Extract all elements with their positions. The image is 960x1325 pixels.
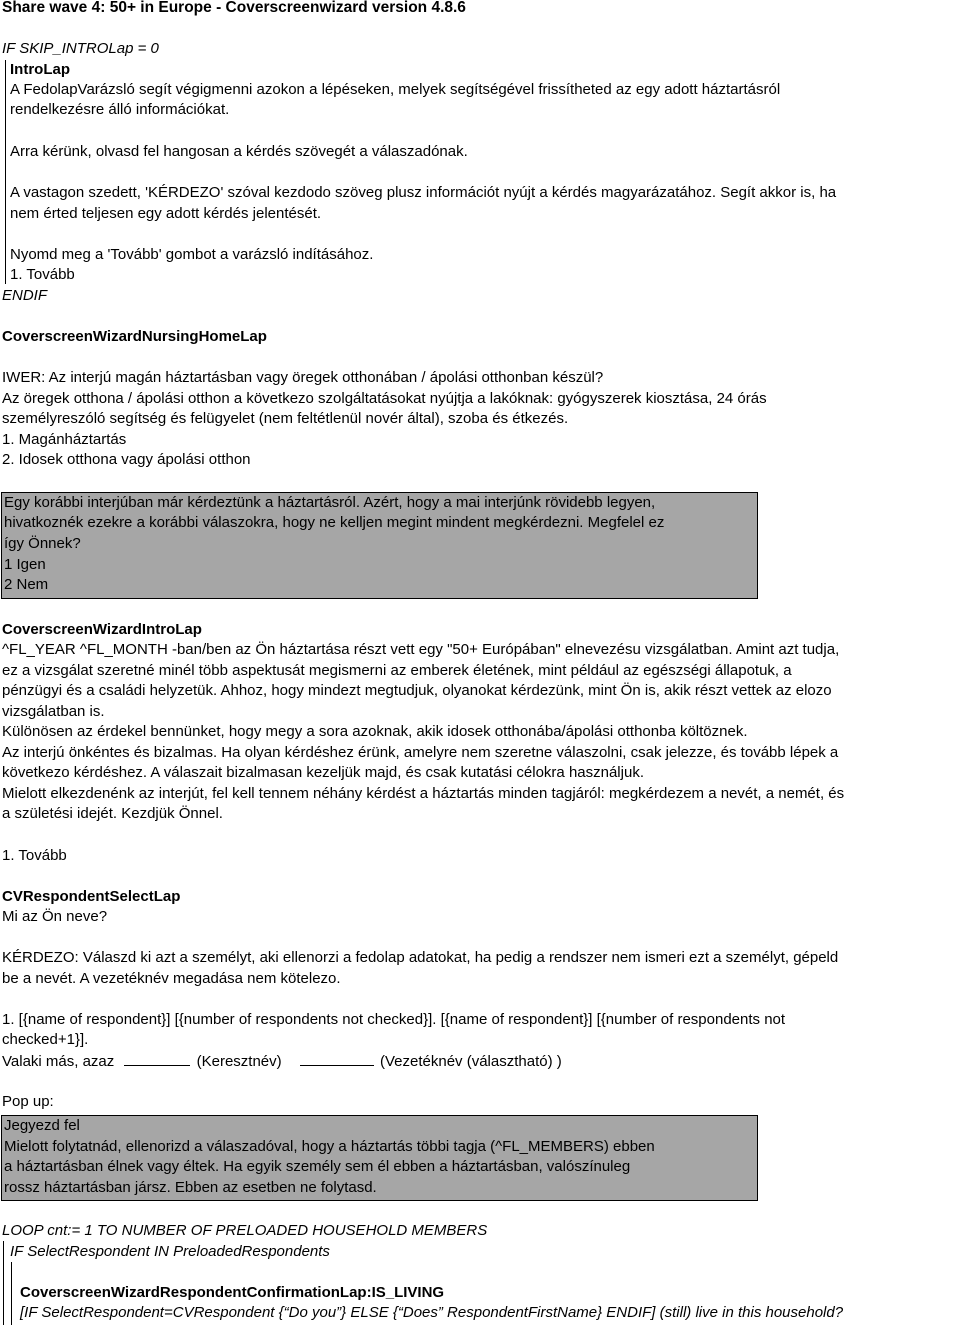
- answer-option: 1. Magánháztartás: [2, 431, 127, 448]
- first-name-label: (Keresztnév): [196, 1053, 282, 1070]
- section-title-respondent-select: CVRespondentSelectLap: [2, 888, 181, 905]
- document-header: Share wave 4: 50+ in Europe - Coverscreenwizard version 4.8.6: [2, 0, 466, 16]
- answer-option: 1 Igen: [4, 556, 46, 573]
- intro-text-line: Az interjú önkéntes és bizalmas. Ha olyan kérdéshez érünk, amelyre nem szeretne válaszolni, csak jelezze, és tovább lépek a: [2, 744, 839, 761]
- intro-text-line: pénzügyi és a családi helyzetük. Ahhoz, hogy mindezt megtudjuk, olyanokat kérdezünk, mint Ön is, akik részt vettek az elozo: [2, 682, 832, 699]
- interviewer-note-line: KÉRDEZO: Válaszd ki azt a személyt, aki ellenorzi a fedolap adatokat, ha pedig a rendszer nem ismeri ezt a személyt, gépeld: [2, 949, 839, 966]
- question-text: Mi az Ön neve?: [2, 908, 108, 925]
- box-text-line: Jegyezd fel: [4, 1117, 80, 1134]
- box-text-line: Egy korábbi interjúban már kérdeztünk a háztartásról. Azért, hogy a mai interjúnk rövidebb legyen,: [4, 494, 656, 511]
- section-title-coverscreen-intro: CoverscreenWizardIntroLap: [2, 621, 202, 638]
- intro-paragraph-line: Nyomd meg a 'Tovább' gombot a varázsló indításához.: [10, 246, 374, 263]
- intro-paragraph-line: rendelkezésre álló információkat.: [10, 101, 230, 118]
- condition-if-select-respondent: IF SelectRespondent IN PreloadedRespondents: [10, 1243, 330, 1260]
- intro-paragraph-line: A FedolapVarázsló segít végigmenni azokon a lépéseken, melyek segítségével frissítheted az egy adott háztartásról: [10, 81, 781, 98]
- answer-option: 1. Tovább: [2, 847, 67, 864]
- intro-text-line: ez a vizsgálat szeretné minél több aspektusát megismerni az emberek életének, mint például az egészségi állapotuk, a: [2, 662, 792, 679]
- box-text-line: így Önnek?: [4, 535, 81, 552]
- answer-option: 2 Nem: [4, 576, 49, 593]
- answer-option: 1. [{name of respondent}] [{number of respondents not checked}]. [{name of respondent}] [{number of respondents not: [2, 1011, 786, 1028]
- intro-text-line: Mielott elkezdenénk az interjút, fel kell tennem néhány kérdést a háztartás minden tagjáról: megkérdezem a nevét, a nemét, és: [2, 785, 845, 802]
- intro-paragraph-line: A vastagon szedett, 'KÉRDEZO' szóval kezdodo szöveg plusz információt nyújt a kérdés magyarázatához. Segít akkor is, ha: [10, 184, 837, 201]
- condition-endif: ENDIF: [2, 287, 47, 304]
- box-text-line: hivatkoznék ezekre a korábbi válaszokra, hogy ne kelljen megint mindent megkérdezni. Megfelel ez: [4, 514, 665, 531]
- first-name-blank: [124, 1051, 190, 1066]
- popup-note-box: [1, 1115, 758, 1201]
- other-label: Valaki más, azaz: [2, 1053, 115, 1070]
- other-respondent-line: [2, 1051, 562, 1072]
- box-text-line: rossz háztartásban jársz. Ebben az esetben ne folytasd.: [4, 1179, 377, 1196]
- condition-bar: [5, 60, 6, 284]
- iwer-instruction: IWER: Az interjú magán háztartásban vagy öregek otthonában / ápolási otthonban készül?: [2, 369, 604, 386]
- description-line: személyreszóló segítség és felügyelet (nem feltétlenül novér által), szoba és étkezés.: [2, 410, 569, 427]
- condition-if-skip-intro: IF SKIP_INTROLap = 0: [2, 40, 159, 57]
- answer-option: 1. Tovább: [10, 266, 75, 283]
- intro-text-line: következo kérdéshez. A válaszait bizalmasan kezeljük majd, és csak kutatási célokra használjuk.: [2, 764, 644, 781]
- intro-text-line: ^FL_YEAR ^FL_MONTH -ban/ben az Ön háztartása részt vett egy "50+ Európában" elnevezésu vizsgálatban. Amint azt tudja,: [2, 641, 840, 658]
- condition-bar: [11, 1262, 12, 1325]
- answer-option: 2. Idosek otthona vagy ápolási otthon: [2, 451, 251, 468]
- intro-paragraph-line: Arra kérünk, olvasd fel hangosan a kérdés szövegét a válaszadónak.: [10, 143, 468, 160]
- loop-bar: [3, 1241, 4, 1325]
- previous-interview-box: [1, 492, 758, 599]
- intro-text-line: vizsgálatban is.: [2, 703, 105, 720]
- confirmation-question: [IF SelectRespondent=CVRespondent {“Do you”} ELSE {“Does” RespondentFirstName} ENDIF] (still) live in this household?: [20, 1304, 844, 1321]
- intro-text-line: Különösen az érdekel bennünket, hogy megy a sora azoknak, akik idosek otthonába/ápolási otthonba költöznek.: [2, 723, 748, 740]
- box-text-line: Mielott folytatnád, ellenorizd a válaszadóval, hogy a háztartás többi tagja (^FL_MEMBERS) ebben: [4, 1138, 655, 1155]
- loop-statement: LOOP cnt:= 1 TO NUMBER OF PRELOADED HOUSEHOLD MEMBERS: [2, 1222, 488, 1239]
- intro-text-line: a születési idejét. Kezdjük Önnel.: [2, 805, 223, 822]
- last-name-blank: [300, 1051, 374, 1066]
- last-name-label: (Vezetéknév (választható) ): [379, 1053, 562, 1070]
- description-line: Az öregek otthona / ápolási otthon a következo szolgáltatásokat nyújtja a lakóknak: gyógyszerek kiosztása, 24 órás: [2, 390, 767, 407]
- box-text-line: a háztartásban élnek vagy éltek. Ha egyik személy sem él ebben a háztartásban, valószínuleg: [4, 1158, 631, 1175]
- answer-option: checked+1}].: [2, 1031, 89, 1048]
- intro-paragraph-line: nem érted teljesen egy adott kérdés jelentését.: [10, 205, 322, 222]
- popup-label: Pop up:: [2, 1093, 54, 1110]
- interviewer-note-line: be a nevét. A vezetéknév megadása nem kötelezo.: [2, 970, 341, 987]
- section-title-nursing-home: CoverscreenWizardNursingHomeLap: [2, 328, 267, 345]
- section-title-confirmation: CoverscreenWizardRespondentConfirmationLap:IS_LIVING: [20, 1284, 445, 1301]
- section-title-introlap: IntroLap: [10, 61, 70, 78]
